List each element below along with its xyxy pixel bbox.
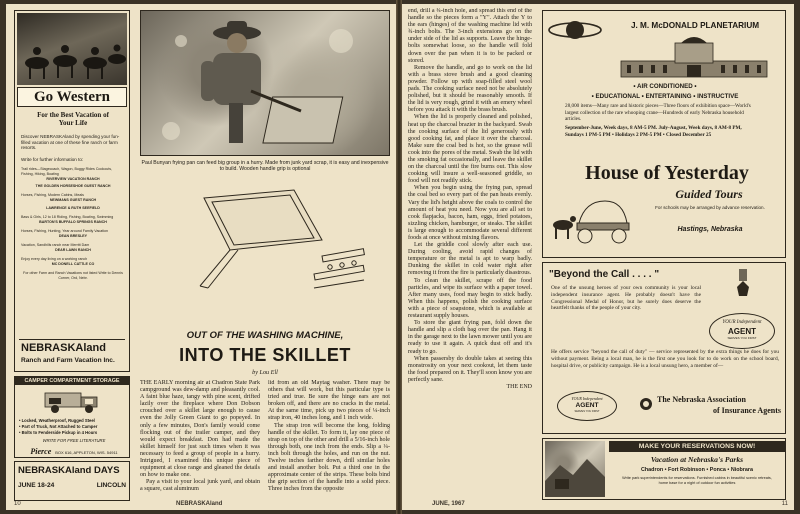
guided-tours-subtitle: Guided Tours	[675, 187, 743, 201]
camper-bullet: • Locked, Weatherproof, Rugged Steel	[19, 418, 95, 423]
issue-date-footer: JUNE, 1967	[432, 501, 465, 507]
article-overline: OUT OF THE WASHING MACHINE,	[186, 330, 344, 341]
sidebar-footer-sub: Ranch and Farm Vacation Inc.	[21, 357, 115, 364]
camper-company: Pierce	[30, 447, 52, 456]
go-western-headline: Go Western	[34, 89, 110, 105]
camper-storage-ad	[14, 376, 130, 458]
planetarium-body: 28,000 items—Many rare and historic pieces—Three floors of exhibition space—World's largest collection of the rare whooping crane—Hundreds of early Nebraska household articles.	[565, 103, 751, 123]
badge-bottom-small: AGENT	[575, 402, 599, 409]
skillet-diagram	[164, 180, 374, 298]
days-title: NEBRASKAland DAYS	[18, 465, 120, 476]
covered-wagon-illustration	[551, 191, 631, 247]
frying-pan-photo	[140, 10, 390, 156]
article-paragraph: To store the giant frying pan, fold down the handle and slip a cloth bag over the pan. Hang it in the garage next to the lawn mower until you are ready to use it again. A quick dust off and it's ready to go.	[408, 320, 532, 355]
independent-agent-badge-small	[557, 391, 617, 421]
listing: Vacation, Sandhills ranch near Merritt Dam	[21, 242, 90, 247]
page-number-right: 11	[781, 501, 788, 507]
article-paragraph: To clean the skillet, scrape off the food particles, and wipe its surface with a paper towel. After many uses, food may begin to stick badly. When this happens, polish the cooking surface with a piece of soapstone, which is available at restaurant supply houses.	[408, 277, 532, 320]
skillet-illustration	[251, 91, 343, 143]
listing: THE GOLDEN HORSESHOE GUEST RANCH	[35, 183, 111, 188]
house-of-yesterday-title: House of Yesterday	[585, 162, 749, 184]
listing: DEAR LAWN RANCH	[55, 247, 91, 252]
magazine-name-footer: NEBRASKAland	[176, 501, 223, 507]
nebraskaland-days-ad	[14, 461, 130, 501]
camper-address: BOX 616, APPLETON, WIS. 54911	[55, 450, 118, 455]
article-paragraph: Pay a visit to your local junk yard, and obtain a square, cast aluminum	[140, 479, 260, 493]
park-landscape-illustration	[545, 441, 605, 497]
go-western-ad	[14, 10, 130, 372]
article-paragraph: The strap iron will become the long, folding handle of the skillet. To form it, lay one piece of strap on top of the other and drill a 5/16-inch hole through both, one inch from the ends. Slip a ¼-inch bolt through the holes, and run on the nut. Twelve inches farther down, drill similar holes and install another bolt. Put a third one in the approximate center of the strips. These bolts bind the grip section of the handle into a solid piece. Three inches from the opposite	[268, 422, 390, 493]
reservations-small: Write park superintendents for reservations. Furnished cabins in beautiful scenic retreats, home base for a night of outdoor fun activities	[622, 476, 772, 485]
man-cooking-illustration	[141, 11, 391, 157]
independent-agent-badge	[709, 313, 775, 349]
go-western-write-for: Write for further information to:	[21, 157, 84, 162]
left-page	[6, 4, 396, 510]
listing: Horses, Fishing, Hunting, Year around Family Vacation	[21, 229, 109, 234]
association-line-2: of Insurance Agents	[712, 406, 781, 415]
right-page	[402, 4, 794, 510]
reservations-header: MAKE YOUR RESERVATIONS NOW!	[609, 441, 785, 452]
listing: Bass & Girls, 12 to 18 Riding, Fishing, Boating, Swimming	[21, 215, 114, 220]
insurance-agents-ad	[542, 262, 786, 434]
riders-photo	[17, 13, 127, 85]
camper-ad-header: CAMPER COMPARTMENT STORAGE	[15, 377, 129, 385]
reservations-sub: Vacation at Nebraska's Parks	[650, 455, 744, 464]
camper-write-line: WRITE FOR FREE LITERATURE	[42, 438, 106, 443]
days-dates: JUNE 18-24	[18, 482, 55, 489]
badge-top: YOUR Independent	[722, 320, 762, 325]
photo-caption: Paul Bunyan frying pan can feed big group in a hurry. Made from junk yard scrap, it is easy and inexpensive to build. Wooden handle grip is optional	[141, 160, 389, 173]
planetarium-hours: September-June, Week days, 8 AM-5 PM. July-August, Week days, 8 AM-8 PM, Sundays 1 PM-5 PM • Holidays 2 PM-5 PM • Closed December 25	[565, 125, 742, 138]
article-column-3	[408, 8, 532, 502]
badge-top-small: YOUR Independent	[571, 396, 603, 401]
listing: MC DONELL CATTLE CO	[51, 261, 95, 266]
article-paragraph: Remove the handle, and go to work on the lid with a brass stove brush and a good cleaning powder. Follow up with soap-filled steel wool pads. The cooking surface need not be absolutely polished, but it should be reasonably smooth. If the lid is very rough, grind it with an emery wheel before you attack it with the brass brush.	[408, 64, 532, 114]
badge-small: SERVES YOU FIRST	[727, 336, 757, 340]
planetarium-building-illustration	[619, 35, 769, 79]
listing: DEAN BRESLEY	[58, 234, 88, 239]
article-column-1	[140, 380, 260, 504]
sidebar-footer-title: NEBRASKAland	[21, 342, 106, 354]
article-title: INTO THE SKILLET	[179, 345, 351, 365]
saturn-logo-icon	[547, 15, 603, 45]
hastings-city: Hastings, Nebraska	[677, 226, 743, 233]
pickup-truck-illustration	[41, 387, 105, 415]
planetarium-air: • AIR CONDITIONED •	[633, 83, 697, 90]
planetarium-tagline: • EDUCATIONAL • ENTERTAINING • INSTRUCTIVE	[591, 93, 739, 100]
days-city: LINCOLN	[96, 482, 126, 489]
go-western-intro: Discover NEBRASKAland by spending your fun-filled vacation at one of these fine ranch or farm resorts.	[21, 134, 120, 151]
badge-small-small: SERVES YOU FIRST	[574, 410, 600, 413]
listing: RIVERVIEW VACATION RANCH	[46, 176, 100, 181]
camper-ad-bullets	[19, 418, 129, 436]
planetarium-title: J. M. McDONALD PLANETARIUM	[630, 21, 760, 30]
listing: Horses, Fishing, Modern Cabins, Meals	[21, 192, 84, 197]
listing: For other Farm and Ranch Vacations not listed Write to Dennis Corner, Ord, Nebr.	[23, 270, 123, 280]
go-western-listings	[21, 167, 125, 280]
medal-icon	[733, 269, 753, 299]
listing: BARTON'S BUFFALO SPRINGS RANCH	[39, 220, 107, 225]
listing: NEWMANS GUEST RANCH	[49, 197, 97, 202]
reservations-parks: Chadron • Fort Robinson • Ponca • Niobrara	[641, 467, 753, 473]
park-photo	[545, 441, 605, 497]
camper-bullet: • Part of Truck, Not Attached to Camper	[19, 424, 98, 429]
article-column-2	[268, 380, 390, 504]
go-western-subhead: For the Best Vacation of Your Life	[37, 111, 109, 127]
camper-bullet: • Bolts to Fenderside Pickup in 4 Hours	[19, 430, 98, 435]
article-paragraph: end, drill a ¾-inch hole, and spread this end of the handle so the pieces form a "Y". Attach the Y to the ears (hinges) of the washing machine lid with ¾-inch bolts. The 3-inch extensions go on the under side of the lid as supports. Leave the hinge-bolts somewhat loose, so the handle will fold down over the pan when it is to be packed or stored.	[408, 8, 532, 64]
badge-bottom: AGENT	[728, 327, 756, 336]
article-byline: by Lou Ell	[252, 369, 278, 376]
association-line-1: The Nebraska Association	[657, 395, 746, 404]
article-paragraph: THE EARLY morning air at Chadron State Park campground was dew-damp and pleasantly cool. A faint blue haze, tangy with pine scent, drifted lazily over the fireplace where Don Dobson crouched over a skillet large enough to cause even the Jolly Green Giant to go popeyed. In only a few minutes, Don's family would come flocking out of the trailer camper, and they would expect breakfast. Don had made the skillet himself for just such times when it was necessary to feed a group of people in a hurry. Intrigued, I examined this unique piece of equipment at close range and gleaned the details on how to make one.	[140, 380, 260, 479]
listing: Trail rides—Stagecoach, Wagon, Buggy Rides Cookouts, Fishing, Hiking, Boating	[21, 167, 113, 176]
tours-note: For schools may be arranged by advance reservation.	[655, 205, 765, 210]
horse-riders-illustration	[17, 13, 127, 85]
article-paragraph: When you begin using the frying pan, spread the coal bed so every part of the pan heats evenly. Vary the lid's height above the coals to control the amount of heat you need. Now you are all set to cook flapjacks, bacon, ham, eggs, fried potatoes, sizzling chicken, hamburger, or steaks. The skillet is large enough to accommodate several different foods at once without mixing flavors.	[408, 185, 532, 241]
insurance-headline: "Beyond the Call . . . . "	[549, 269, 660, 280]
seal-icon	[639, 397, 653, 411]
listing: Enjoy every day living on a working ranch	[21, 256, 88, 261]
park-reservations-ad	[542, 438, 786, 500]
insurance-body-2: He offers service "beyond the call of duty" — service represented by the extra things he does for you without payment. Being a local man, he is the first one you look for to do work on the school board, hospital drive, or publicity campaign. He is a local unsung hero, a member of—	[551, 349, 779, 369]
article-paragraph: When passersby do double takes at seeing this monstrosity on your next cookout, let them taste the food prepared on it. They'll soon know you are perfectly sane.	[408, 355, 532, 383]
go-western-banner	[17, 87, 127, 107]
article-paragraph: When the lid is properly cleaned and polished, heat up the charcoal brazier in the backyard. Swab the cooking surface of the lid generously with good cooking fat, and place it over the charcoal. Make sure the coal bed is hot, so the grease will cook into the pores of the metal. Swab the lid with the smoking fat occasionally, and leave the skillet on the charcoal until the fire burns out. This slow cooking will insure a well-seasoned griddle, so food will not readily stick.	[408, 114, 532, 185]
page-number-left: 10	[14, 501, 21, 507]
article-paragraph: Let the griddle cool slowly after each use. During cooling, avoid rapid changes of temperature or the metal is apt to warp badly. Dunking the skillet in cold water right after removing it from the fire is particularly disastrous.	[408, 242, 532, 277]
the-end: THE END	[506, 383, 532, 390]
planetarium-ad	[542, 10, 786, 258]
listing: LAWRENCE & RUTH SEEFIELD	[46, 206, 100, 211]
insurance-body: One of the unsung heroes of your own community is your local independent insurance agent. He probably doesn't have the Congressional Medal of Honor, but he surely does deserve the heartfelt thanks of the people of your city.	[551, 285, 701, 312]
article-paragraph: lid from an old Maytag washer. There may be others that will work, but this particular type is tried and true. Be sure the hinge ears are not broken off, and there are no cracks in the metal. At the same time, pick up two pieces of ¼-inch strap iron, 40 inches long, and 1 inch wide.	[268, 380, 390, 422]
